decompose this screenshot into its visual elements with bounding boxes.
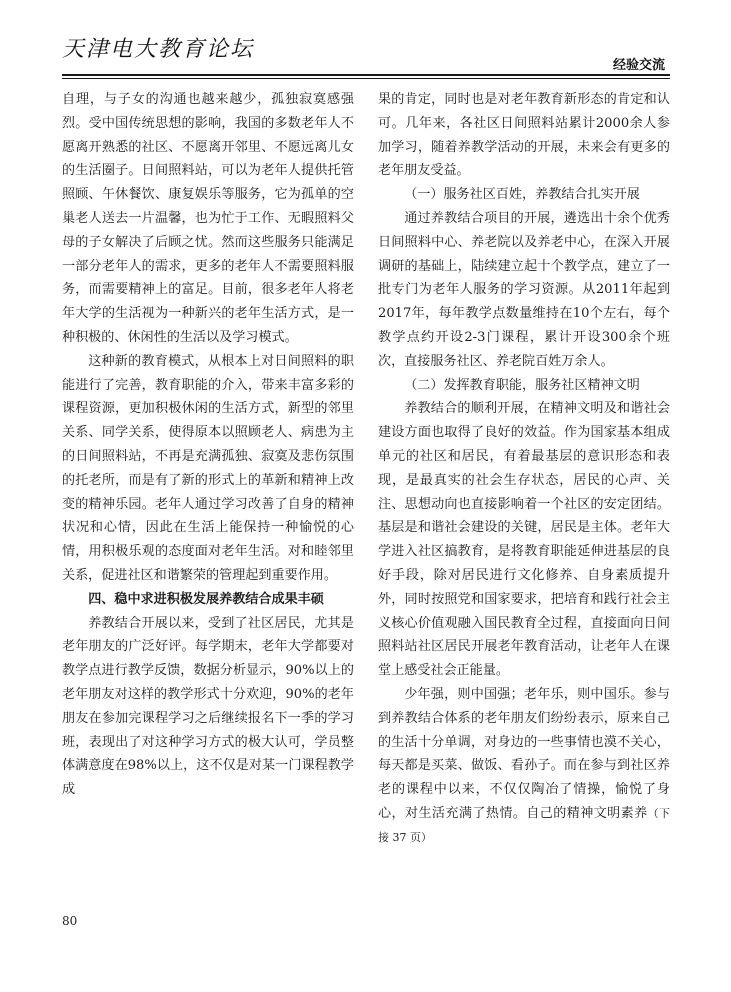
body-paragraph: 这种新的教育模式，从根本上对日间照料的职能进行了完善，教育职能的介入，带来丰富多彩的课程资源，更加积极休闲的生活方式，新型的邻里关系、同学关系，使得原本以照顾老人、病患为主的日间照料站，不再是充满孤独、寂寞及悲伤氛围的托老所，而是有了新的形式上的革新和精神上改变的精神乐园。老年人通过学习改善了自身的精神状况和心情，因此在生活上能保持一种愉悦的心情，用积极乐观的态度面对老年生活。对和睦邻里关系，促进社区和谐繁荣的管理起到重要作用。 xyxy=(62,353,354,583)
body-paragraph xyxy=(378,683,670,850)
section-heading: 四、稳中求进积极发展养教结合成果丰硕 xyxy=(88,591,324,607)
paragraph-text: 少年强，则中国强；老年乐，则中国乐。参与到养教结合体系的老年朋友们纷纷表示，原来自己的生活十分单调，对身边的一些事情也漠不关心，每天都是买菜、做饭、看孙子。而在参与到社区养老的课程中以来，不仅仅陶冶了情操，愉悦了身心，对生活充满了热情。自己的精神文明素养 xyxy=(378,686,670,821)
body-paragraph: 通过养教结合项目的开展，遴选出十余个优秀日间照料中心、养老院以及养老中心，在深入开展调研的基础上，陆续建立起十个教学点，建立了一批专门为老年人服务的学习资源。从2011年起到2017年，每年教学点数量维持在10个左右，每个教学点约开设2-3门课程，累计开设300余个班次，直接服务社区、养老院百姓万余人。 xyxy=(378,210,670,369)
body-paragraph: 养教结合开展以来，受到了社区居民，尤其是老年朋友的广泛好评。每学期末，老年大学都要对教学点进行教学反馈，数据分析显示，90%以上的老年朋友对这样的教学形式十分欢迎，90%的老年朋友在参加完课程学习之后继续报名下一季的学习班，表现出了对这种学习方式的极大认可，学员整体满意度在98%以上，这不仅是对某一门课程教学成 xyxy=(62,615,354,798)
subsection-heading: （一）服务社区百姓，养教结合扎实开展 xyxy=(404,187,640,203)
body-paragraph: 自理，与子女的沟通也越来越少，孤独寂寞感强烈。受中国传统思想的影响，我国的多数老年人不愿离开熟悉的社区、不愿离开邻里、不愿远离儿女的生活圈子。日间照料站，可以为老年人提供托管照顾、午休餐饮、康复娱乐等服务，它为孤单的空巢老人送去一片温馨，也为忙于工作、无暇照料父母的子女解决了后顾之忧。然而这些服务只能满足一部分老年人的需求，更多的老年人不需要照料服务，而需要精神上的富足。目前，很多老年人将老年大学的生活视为一种新兴的老年生活方式，是一种积极的、休闲性的生活以及学习模式。 xyxy=(62,92,354,345)
right-column xyxy=(378,88,670,850)
header-rule xyxy=(62,74,670,76)
header-rule-thin xyxy=(62,78,670,79)
subsection-heading: （二）发挥教育职能，服务社区精神文明 xyxy=(404,377,640,393)
left-column xyxy=(62,88,354,802)
page-header xyxy=(0,0,731,80)
page-number: 80 xyxy=(62,914,78,928)
continued-note: （下接 37 页） xyxy=(378,806,671,844)
body-paragraph: 果的肯定，同时也是对老年教育新形态的肯定和认可。几年来，各社区日间照料站累计2000余人参加学习，随着养教学活动的开展，未来会有更多的老年朋友受益。 xyxy=(378,92,670,179)
body-paragraph: 养教结合的顺利开展，在精神文明及和谐社会建设方面也取得了良好的效益。作为国家基本组成单元的社区和居民，有着最基层的意识形态和表现，是最真实的社会生存状态，居民的心声、关注、思想动向也直接影响着一个社区的安定团结。基层是和谐社会建设的关键，居民是主体。老年大学进入社区搞教育，是将教育职能延伸进基层的良好手段，除对居民进行文化修养、自身素质提升外，同时按照党和国家要求，把培育和践行社会主义核心价值观融入国民教育全过程，直接面向日间照料站社区居民开展老年教育活动，让老年人在课堂上感受社会正能量。 xyxy=(378,401,670,679)
section-label: 经验交流 xyxy=(612,58,665,73)
journal-masthead: 天津电大教育论坛 xyxy=(62,37,255,62)
